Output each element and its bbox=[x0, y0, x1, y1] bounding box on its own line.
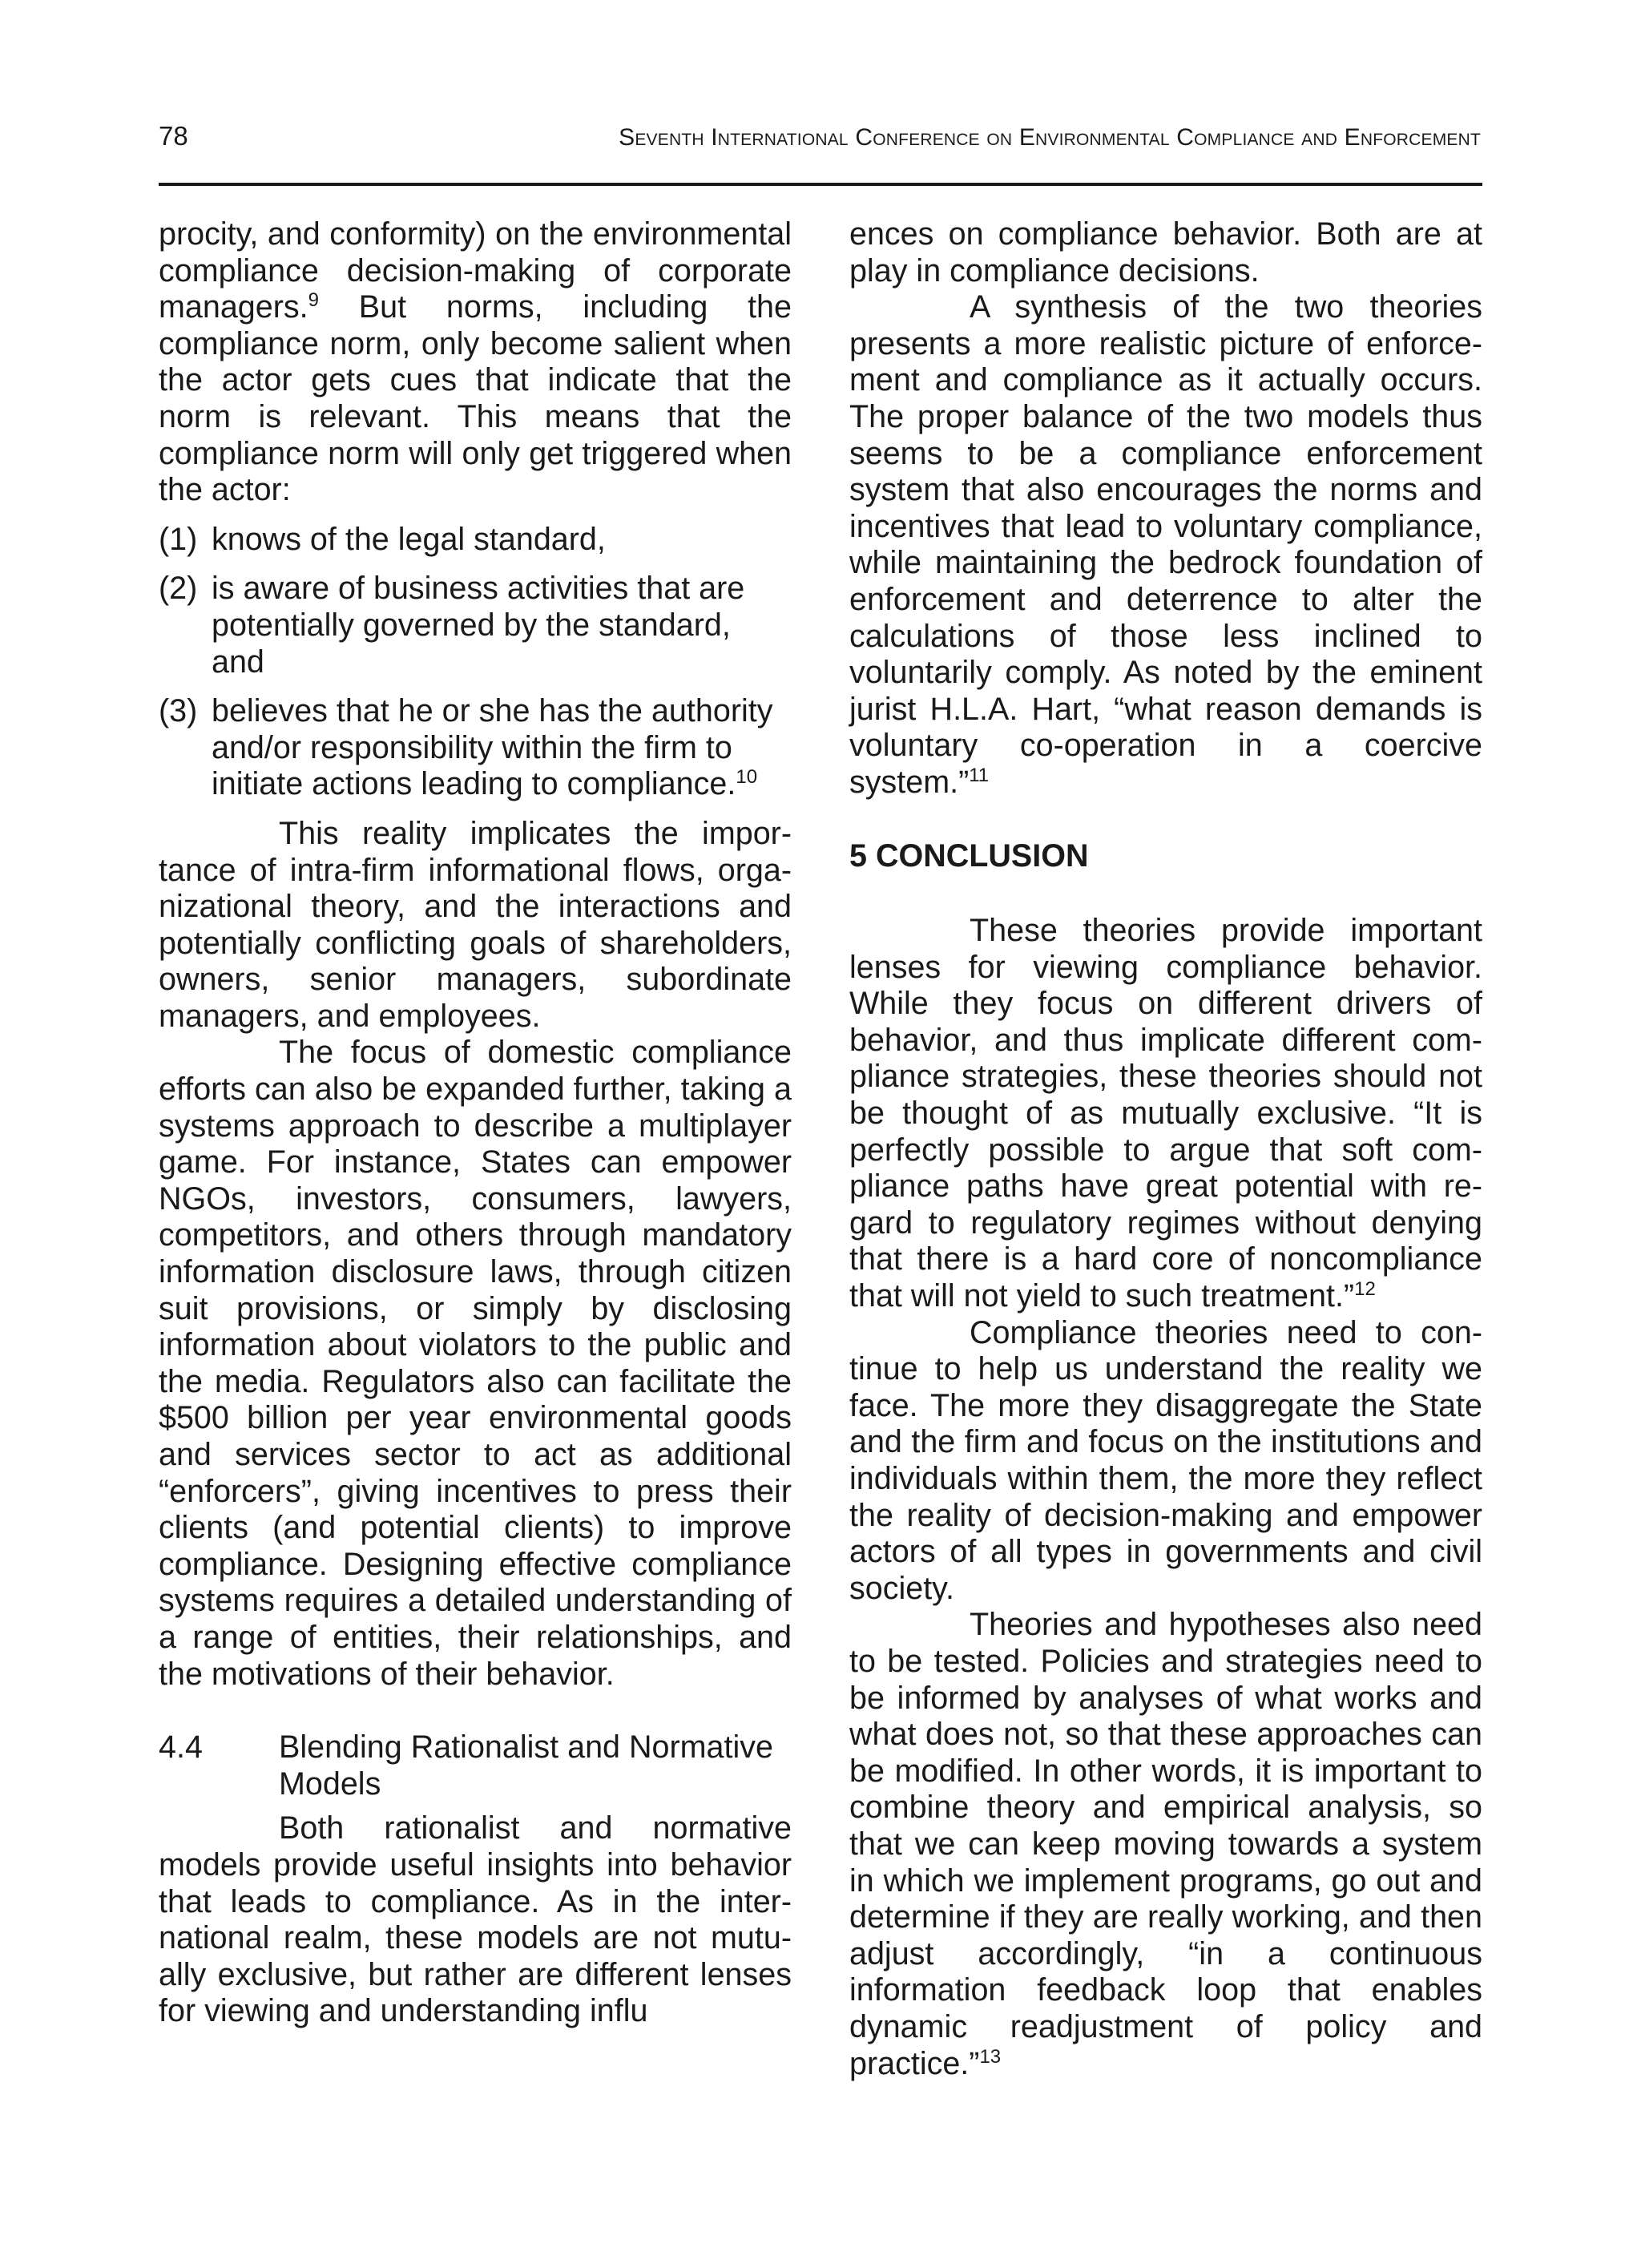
page-number: 78 bbox=[159, 121, 188, 151]
right-column bbox=[849, 216, 1482, 2082]
list-item-text: is aware of business activities that are potentially governed by the standard, and bbox=[212, 571, 745, 680]
left-column bbox=[159, 216, 792, 2030]
header-rule bbox=[159, 183, 1482, 186]
paragraph: ences on compliance behavior. Both are at play in compliance decisions. bbox=[849, 216, 1482, 289]
section-heading: 5 CONCLUSION bbox=[849, 837, 1089, 874]
list-item bbox=[159, 571, 792, 680]
subsection-heading bbox=[159, 1729, 792, 1802]
paragraph: The focus of domestic compliance efforts can also be expanded further, taking a systems approach to describe a multiplayer game. For instance, States can empower NGOs, investors, consumers, lawyers, competitors, and others through mandatory information disclosure laws, through citizen suit provisions, or simply by disclosing information about violators to the public and the media. Regulators also can facilitate the $500 billion per year environmental goods and services sector to act as additional “enforcers”, giving incentives to press their clients (and potential clients) to improve compliance. Designing effective compliance systems requires a detailed understanding of a range of entities, their relationships, and the motivations of their behavior. bbox=[159, 1035, 792, 1692]
paragraph: Both rationalist and normative models provide useful insights into behavior that leads to compliance. As in the international realm, these models are not mutually exclusive, but rather are different lenses for viewing and understanding influ bbox=[159, 1810, 792, 2029]
footnote-ref: 9 bbox=[308, 289, 319, 312]
list-marker: (2) bbox=[159, 571, 198, 607]
list-marker: (3) bbox=[159, 693, 198, 729]
paragraph-text: These theories provide important lenses for viewing compliance behavior. While they focus on different drivers of behavior, and thus implicate different compliance strategies, these theories should not be thought of as mutually exclusive. “It is perfectly possible to argue that soft compliance paths have great potential with regard to regulatory regimes without denying that there is a hard core of noncompliance that will not yield to such treatment.” bbox=[849, 913, 1482, 1314]
page-header bbox=[159, 119, 1481, 160]
list-item bbox=[159, 522, 792, 559]
list-item-text: knows of the legal standard, bbox=[212, 521, 606, 557]
paragraph-text: A synthesis of the two theories presents a more realistic picture of enforcement and compliance as it actually occurs. The proper balance of the two models thus seems to be a compliance enforcement system that also encourages the norms and incentives that lead to voluntary compliance, while maintaining the bedrock foundation of enforcement and deterrence to alter the calculations of those less inclined to voluntarily comply. As noted by the eminent jurist H.L.A. Hart, “what reason demands is voluntary co-operation in a coercive system.” bbox=[849, 289, 1482, 800]
paragraph bbox=[849, 1607, 1482, 2082]
paragraph: Compliance theories need to continue to help us understand the reality we face. The more they disaggregate the State and the firm and focus on the institutions and individuals within them, the more they reflect the reality of decision-making and empower actors of all types in governments and civil society. bbox=[849, 1314, 1482, 1606]
footnote-ref: 12 bbox=[1354, 1278, 1376, 1301]
footnote-ref: 11 bbox=[969, 764, 990, 786]
paragraph-text: Theories and hypotheses also need to be tested. Policies and strategies need to be informed by analyses of what works and what does not, so that these approaches can be modified. In other words, it is important to combine theory and empirical analysis, so that we can keep moving towards a system in which we implement programs, go out and determine if they are really working, and then adjust accordingly, “in a continuous information feedback loop that enables dynamic readjustment of policy and practice.” bbox=[849, 1607, 1482, 2081]
paragraph-text: procity, and conformity) on the environmental compliance decision-making of corporate managers. bbox=[159, 216, 792, 325]
paragraph bbox=[849, 913, 1482, 1315]
list-item-text: believes that he or she has the authority and/or responsibility within the firm to initiate actions leading to compliance.$^{10}$ bbox=[212, 693, 773, 802]
paragraph bbox=[159, 216, 792, 509]
subsection-number: 4.4 bbox=[159, 1729, 203, 1766]
paragraph-text: But norms, including the compliance norm, only become salient when the actor gets cues that indicate that the norm is relevant. This means that the compliance norm will only get triggered when the actor: bbox=[159, 289, 792, 508]
list-item bbox=[159, 693, 792, 803]
paragraph bbox=[849, 289, 1482, 801]
subsection-title: Blending Rationalist and Normative Models bbox=[279, 1729, 773, 1802]
footnote-ref: 10 bbox=[736, 766, 758, 789]
list-marker: (1) bbox=[159, 521, 198, 557]
footnote-ref: 13 bbox=[979, 2045, 1002, 2068]
paragraph: This reality implicates the importance of intra-firm informational flows, organizational theory, and the interactions and potentially conflicting goals of shareholders, owners, senior managers, subordinate managers, and employees. bbox=[159, 815, 792, 1034]
running-head: Seventh International Conference on Environmental Compliance and Enforcement bbox=[619, 124, 1481, 151]
numbered-list bbox=[159, 522, 792, 803]
